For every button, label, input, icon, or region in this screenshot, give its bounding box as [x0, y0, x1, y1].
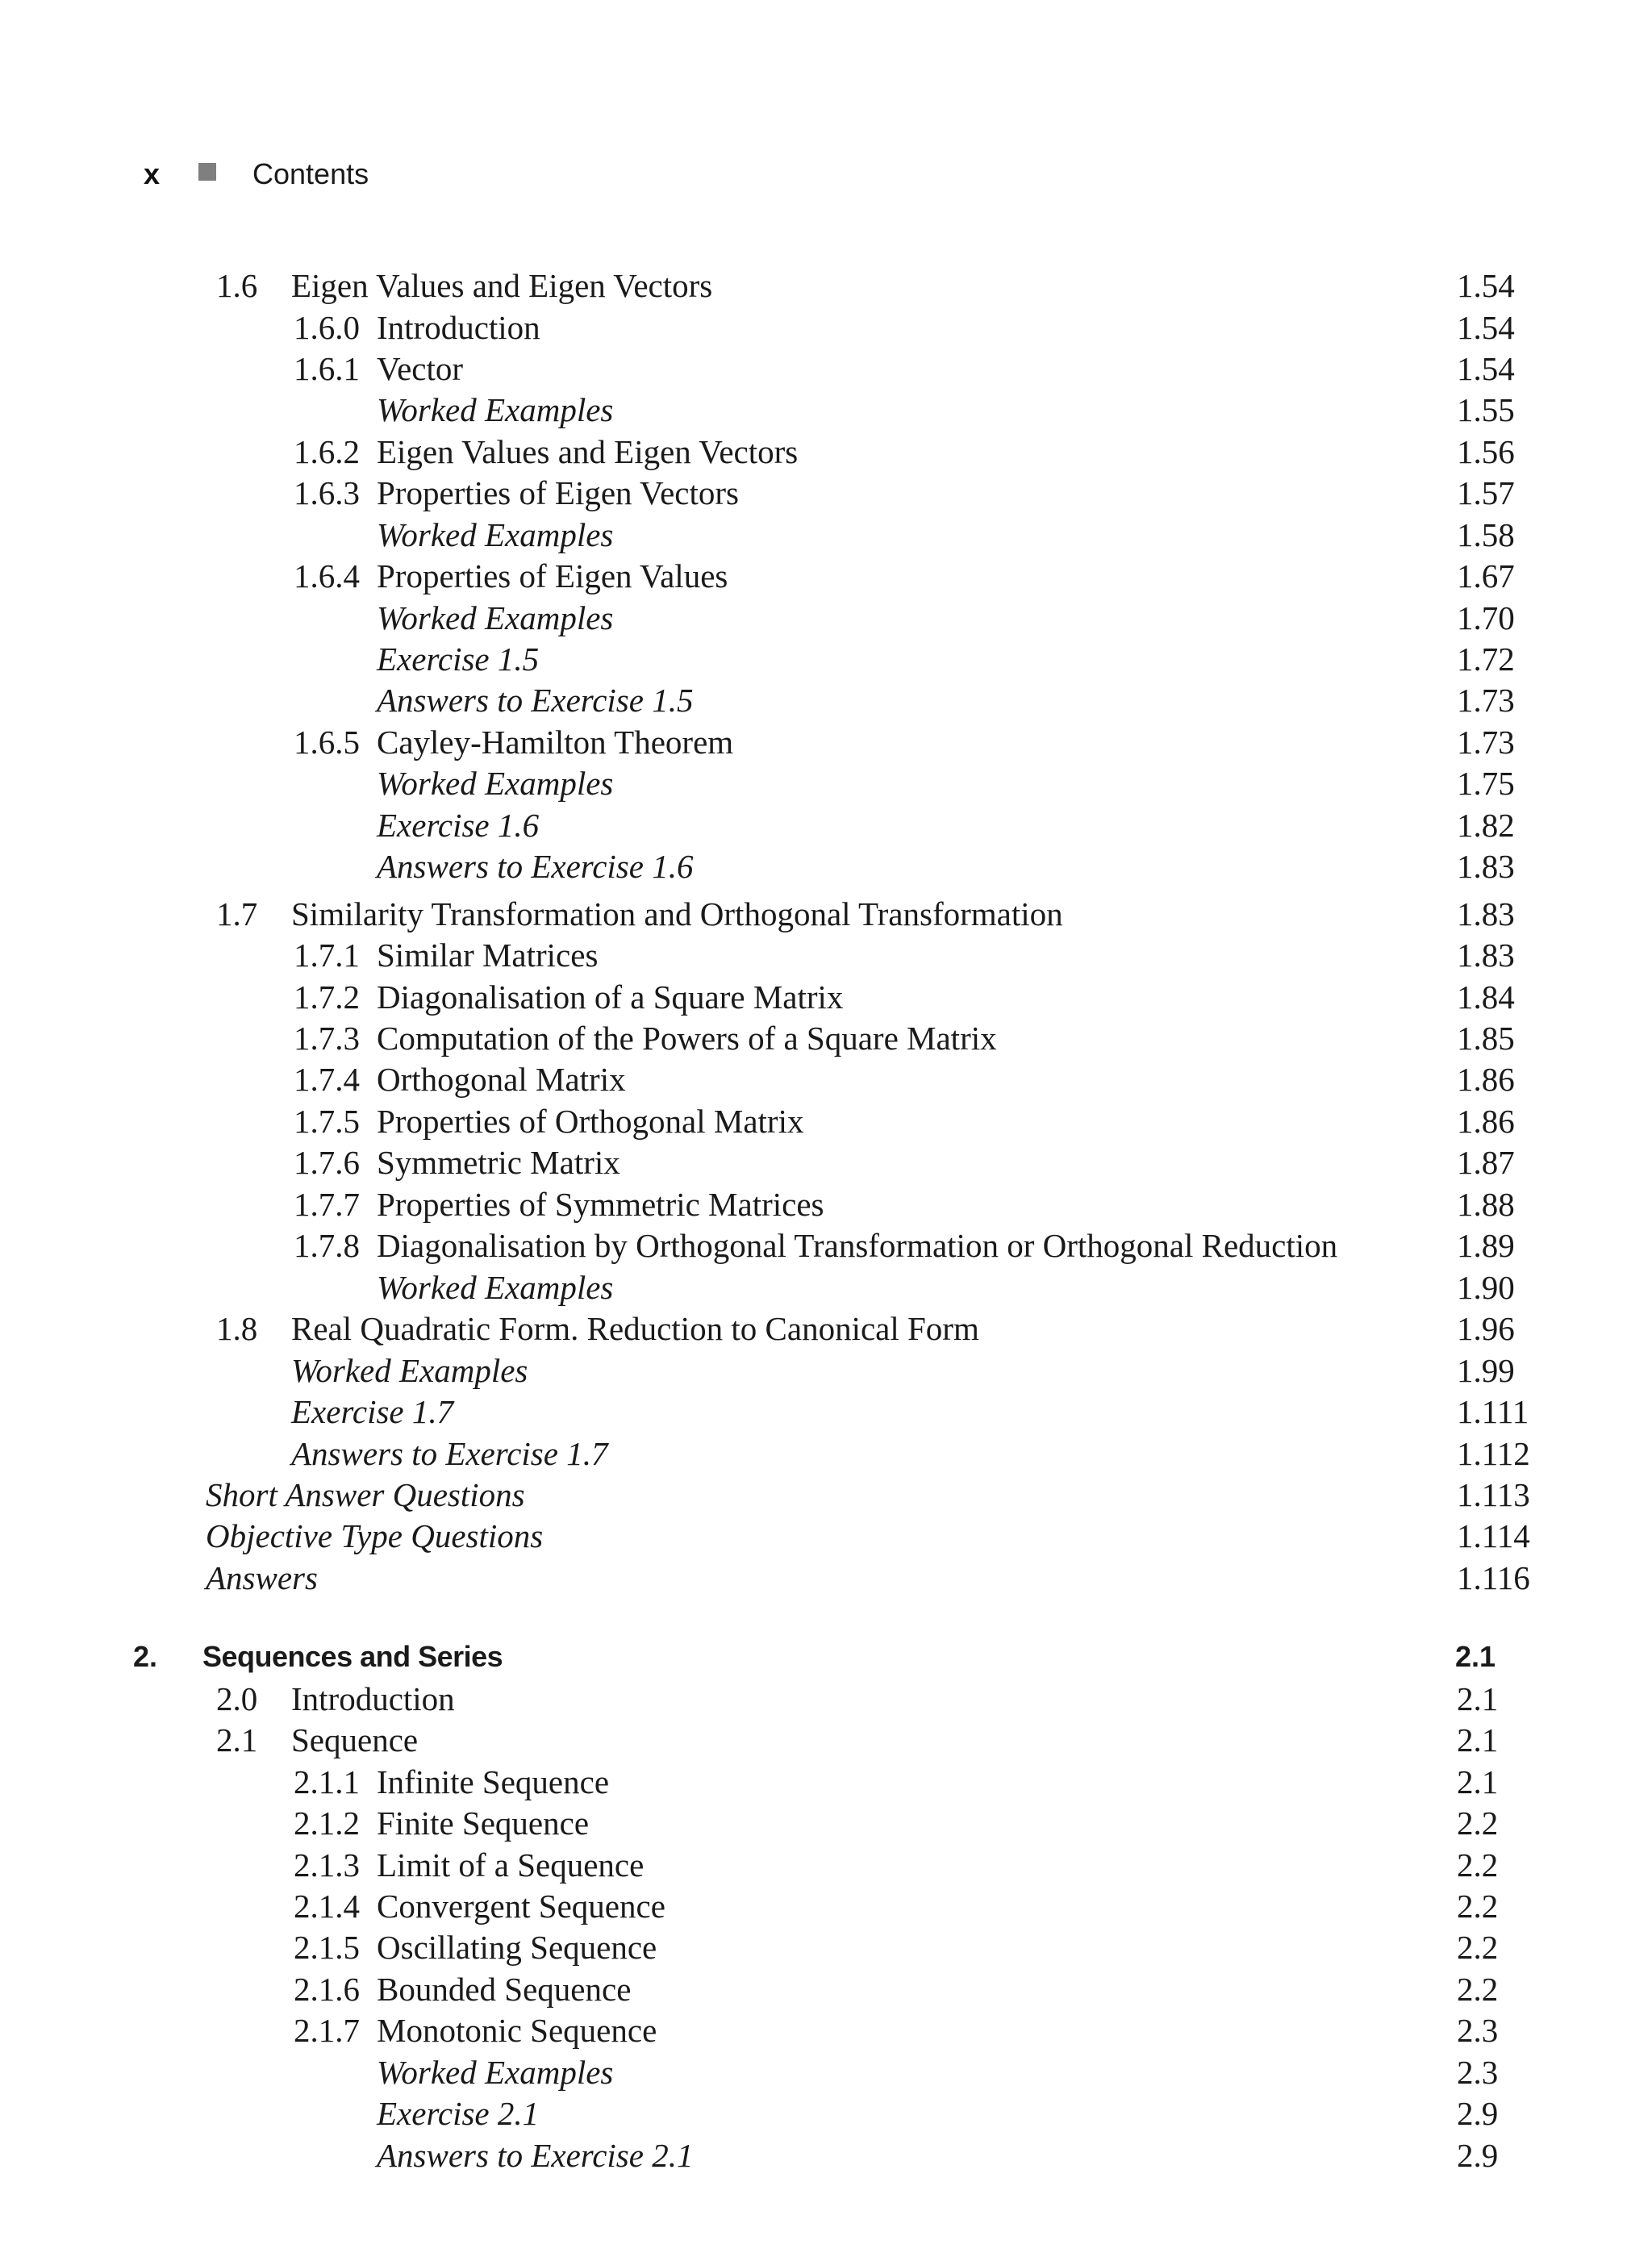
toc-entry-page: 1.86	[1457, 1061, 1515, 1098]
toc-entry	[0, 1433, 1652, 1475]
toc-entry	[0, 1266, 1652, 1308]
toc-entry-page: 2.2	[1457, 1888, 1499, 1925]
toc-entry	[0, 1678, 1652, 1720]
toc-entry-page: 1.116	[1457, 1559, 1530, 1596]
toc-entry	[0, 1058, 1652, 1100]
toc-entry	[0, 555, 1652, 597]
toc-entry-number: 1.6.1	[294, 350, 360, 387]
toc-entry-page: 2.9	[1457, 2095, 1499, 2132]
toc-entry-title: Diagonalisation by Orthogonal Transformation or Orthogonal Reduction	[377, 1227, 1338, 1264]
toc-entry-number: 1.8	[216, 1310, 258, 1347]
toc-entry-title: Worked Examples	[377, 765, 614, 802]
toc-entry-title: Properties of Orthogonal Matrix	[377, 1103, 804, 1140]
toc-entry-page: 2.1	[1455, 1640, 1496, 1673]
toc-entry-title: Cayley-Hamilton Theorem	[377, 724, 734, 761]
toc-entry	[0, 1968, 1652, 2010]
toc-entry-page: 1.73	[1457, 724, 1515, 761]
toc-entry-page: 1.87	[1457, 1144, 1515, 1181]
toc-entry	[0, 1885, 1652, 1927]
toc-entry-page: 2.1	[1457, 1763, 1499, 1800]
header-page-number: x	[144, 157, 161, 190]
toc-entry	[0, 934, 1652, 976]
toc-entry-page: 2.2	[1457, 1929, 1499, 1966]
toc-entry-number: 1.7.6	[294, 1144, 360, 1181]
toc-entry-number: 2.1.4	[294, 1888, 360, 1925]
toc-entry-page: 1.75	[1457, 765, 1515, 802]
toc-entry	[0, 2092, 1652, 2134]
toc-entry-number: 2.1.7	[294, 2012, 360, 2049]
toc-entry-title: Answers to Exercise 1.5	[377, 682, 694, 719]
toc-entry-page: 1.72	[1457, 640, 1515, 678]
toc-entry-number: 1.7	[216, 895, 258, 932]
toc-entry-title: Diagonalisation of a Square Matrix	[377, 978, 844, 1016]
toc-entry-page: 2.9	[1457, 2137, 1499, 2174]
toc-entry-title: Convergent Sequence	[377, 1888, 665, 1925]
toc-entry-title: Eigen Values and Eigen Vectors	[291, 267, 713, 304]
toc-entry-page: 2.2	[1457, 1846, 1499, 1884]
toc-entry-number: 1.6.3	[294, 474, 360, 511]
toc-entry-page: 2.1	[1457, 1680, 1499, 1717]
toc-entry-number: 1.6.2	[294, 433, 360, 470]
toc-entry	[0, 1802, 1652, 1844]
toc-entry-number: 2.1.1	[294, 1763, 360, 1800]
toc-entry-number: 1.6.4	[294, 557, 360, 594]
toc-entry-title: Limit of a Sequence	[377, 1846, 645, 1884]
toc-entry-title: Orthogonal Matrix	[377, 1061, 626, 1098]
toc-entry	[0, 762, 1652, 804]
toc-entry-page: 1.83	[1457, 895, 1515, 932]
toc-entry-title: Exercise 1.7	[291, 1393, 454, 1430]
toc-entry-title: Finite Sequence	[377, 1804, 590, 1842]
toc-entry-title: Symmetric Matrix	[377, 1144, 620, 1181]
toc-entry-page: 2.2	[1457, 1971, 1499, 2008]
toc-entry-title: Exercise 1.5	[377, 640, 540, 678]
toc-entry	[0, 1474, 1652, 1516]
toc-entry	[0, 2134, 1652, 2176]
toc-entry-title: Bounded Sequence	[377, 1971, 632, 2008]
toc-entry-number: 1.7.4	[294, 1061, 360, 1098]
toc-entry-number: 2.1.6	[294, 1971, 360, 2008]
toc-entry-title: Objective Type Questions	[206, 1517, 544, 1554]
toc-entry-page: 2.3	[1457, 2012, 1499, 2049]
toc-chapter-row	[0, 1636, 1652, 1678]
toc-entry-number: 2.1.2	[294, 1804, 360, 1842]
toc-entry-title: Worked Examples	[377, 391, 614, 428]
toc-entry-page: 2.3	[1457, 2054, 1499, 2091]
toc-entry-number: 1.7.8	[294, 1227, 360, 1264]
toc-entry-page: 1.88	[1457, 1186, 1515, 1223]
toc-entry-title: Monotonic Sequence	[377, 2012, 657, 2049]
toc-entry-number: 1.7.3	[294, 1020, 360, 1057]
toc-entry-page: 1.55	[1457, 391, 1515, 428]
toc-entry	[0, 1183, 1652, 1225]
toc-entry	[0, 1926, 1652, 1968]
toc-entry	[0, 1308, 1652, 1350]
toc-entry	[0, 2009, 1652, 2051]
toc-entry-page: 1.83	[1457, 937, 1515, 974]
toc-entry	[0, 1141, 1652, 1183]
toc-entry-page: 1.56	[1457, 433, 1515, 470]
toc-entry-page: 1.70	[1457, 599, 1515, 636]
toc-entry-title: Vector	[377, 350, 464, 387]
toc-entry-title: Oscillating Sequence	[377, 1929, 657, 1966]
toc-entry-title: Answers to Exercise 1.7	[291, 1435, 608, 1472]
toc-entry	[0, 976, 1652, 1018]
toc-entry	[0, 638, 1652, 680]
toc-entry	[0, 1844, 1652, 1886]
toc-entry-page: 1.114	[1457, 1517, 1530, 1554]
toc-entry-title: Short Answer Questions	[206, 1476, 525, 1513]
toc-entry-title: Sequences and Series	[202, 1640, 503, 1673]
toc-entry-title: Answers to Exercise 1.6	[377, 848, 694, 885]
toc-entry-number: 1.7.5	[294, 1103, 360, 1140]
toc-entry-title: Real Quadratic Form. Reduction to Canonical Form	[291, 1310, 979, 1347]
toc-entry	[0, 804, 1652, 846]
toc-entry-page: 1.111	[1457, 1393, 1529, 1430]
toc-entry-page: 1.112	[1457, 1435, 1530, 1472]
toc-entry-page: 2.2	[1457, 1804, 1499, 1842]
toc-entry-page: 1.54	[1457, 267, 1515, 304]
toc-entry-title: Computation of the Powers of a Square Matrix	[377, 1020, 997, 1057]
toc-entry-page: 1.73	[1457, 682, 1515, 719]
toc-entry-title: Properties of Symmetric Matrices	[377, 1186, 824, 1223]
toc-entry	[0, 1515, 1652, 1557]
toc-entry-title: Worked Examples	[377, 2054, 614, 2091]
toc-entry-title: Properties of Eigen Vectors	[377, 474, 739, 511]
toc-entry	[0, 2051, 1652, 2093]
toc-entry-title: Eigen Values and Eigen Vectors	[377, 433, 799, 470]
toc-entry-page: 1.57	[1457, 474, 1515, 511]
toc-entry	[0, 1224, 1652, 1266]
toc-entry	[0, 1391, 1652, 1433]
toc-entry	[0, 431, 1652, 473]
toc-entry	[0, 1350, 1652, 1391]
toc-entry	[0, 1100, 1652, 1142]
toc-entry-page: 1.83	[1457, 848, 1515, 885]
toc-entry-page: 1.113	[1457, 1476, 1530, 1513]
toc-entry	[0, 893, 1652, 935]
toc-entry-page: 1.96	[1457, 1310, 1515, 1347]
toc-entry	[0, 307, 1652, 348]
toc-entry	[0, 679, 1652, 721]
toc-entry-page: 1.86	[1457, 1103, 1515, 1140]
toc-entry-title: Similar Matrices	[377, 937, 599, 974]
toc-entry-title: Similarity Transformation and Orthogonal Transformation	[291, 895, 1063, 932]
header-title: Contents	[252, 157, 369, 190]
toc-entry-page: 1.82	[1457, 807, 1515, 844]
toc-entry-page: 2.1	[1457, 1721, 1499, 1758]
toc-entry-number: 1.7.2	[294, 978, 360, 1016]
toc-entry-title: Worked Examples	[291, 1352, 528, 1389]
toc-entry-number: 1.7.1	[294, 937, 360, 974]
toc-entry-title: Sequence	[291, 1721, 419, 1758]
toc-entry-page: 1.84	[1457, 978, 1515, 1016]
toc-entry-title: Infinite Sequence	[377, 1763, 610, 1800]
toc-entry-number: 2.1	[216, 1721, 258, 1758]
toc-entry-page: 1.90	[1457, 1269, 1515, 1306]
toc-entry-page: 1.58	[1457, 516, 1515, 553]
toc-entry-number: 2.0	[216, 1680, 258, 1717]
toc-entry-title: Worked Examples	[377, 599, 614, 636]
toc-entry	[0, 472, 1652, 514]
toc-entry-title: Worked Examples	[377, 516, 614, 553]
toc-entry-title: Introduction	[377, 309, 540, 346]
toc-entry-title: Introduction	[291, 1680, 455, 1717]
toc-entry-title: Exercise 2.1	[377, 2095, 540, 2132]
toc-entry-title: Properties of Eigen Values	[377, 557, 728, 594]
toc-entry-title: Worked Examples	[377, 1269, 614, 1306]
toc-entry-title: Exercise 1.6	[377, 807, 540, 844]
toc-entry-page: 1.99	[1457, 1352, 1515, 1389]
toc-entry	[0, 348, 1652, 390]
toc-entry-title: Answers	[206, 1559, 318, 1596]
toc-entry	[0, 1557, 1652, 1599]
toc-entry-number: 1.6.0	[294, 309, 360, 346]
toc-entry-page: 1.89	[1457, 1227, 1515, 1264]
toc-entry-page: 1.54	[1457, 350, 1515, 387]
toc-entry	[0, 721, 1652, 763]
toc-entry-number: 2.	[133, 1640, 158, 1673]
toc-entry	[0, 389, 1652, 431]
toc-entry-number: 1.7.7	[294, 1186, 360, 1223]
toc-entry	[0, 1761, 1652, 1803]
toc-entry-number: 1.6	[216, 267, 258, 304]
toc-entry	[0, 845, 1652, 887]
toc-entry	[0, 265, 1652, 307]
toc-entry-page: 1.54	[1457, 309, 1515, 346]
toc-entry-page: 1.85	[1457, 1020, 1515, 1057]
toc-entry-number: 2.1.3	[294, 1846, 360, 1884]
toc-entry	[0, 597, 1652, 639]
toc-entry-number: 2.1.5	[294, 1929, 360, 1966]
toc-entry-page: 1.67	[1457, 557, 1515, 594]
toc-entry	[0, 1719, 1652, 1761]
toc-entry	[0, 514, 1652, 556]
toc-entry	[0, 1017, 1652, 1059]
toc-entry-number: 1.6.5	[294, 724, 360, 761]
toc-entry-title: Answers to Exercise 2.1	[377, 2137, 694, 2174]
